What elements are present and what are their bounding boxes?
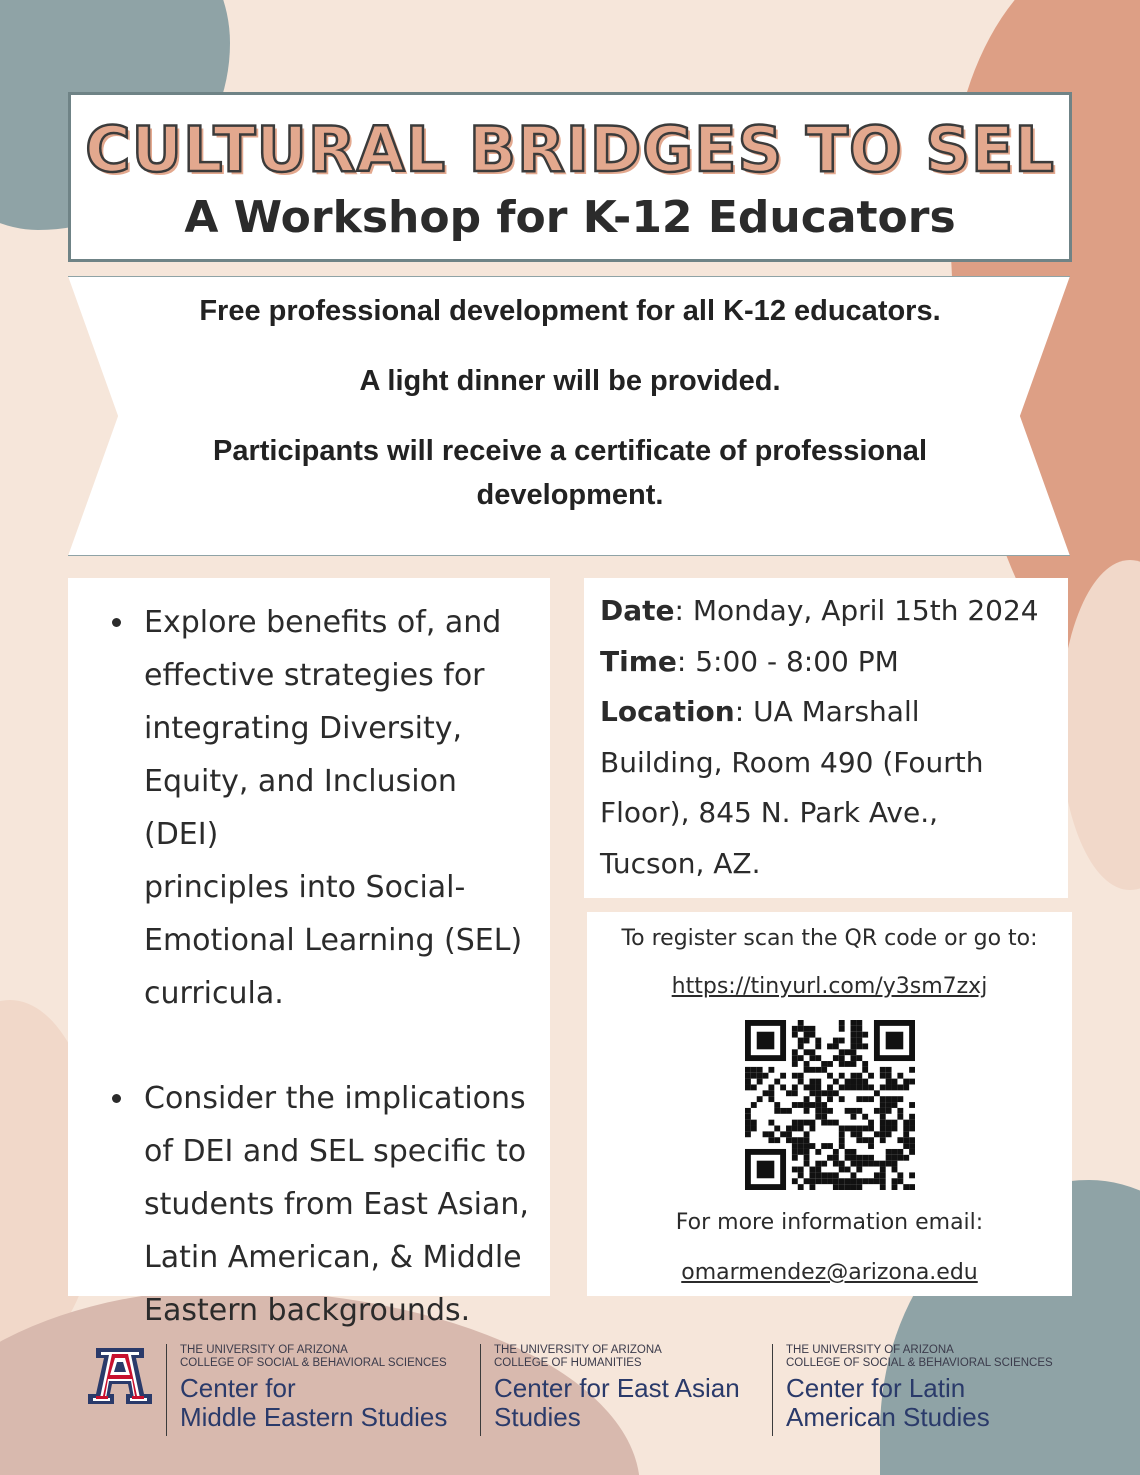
event-location: Location: UA Marshall xyxy=(600,695,920,728)
objectives-list xyxy=(98,596,538,1337)
banner-line-dinner: A light dinner will be provided. xyxy=(359,365,781,397)
event-date: Date: Monday, April 15th 2024 xyxy=(600,594,1039,627)
list-item: Consider the implications of DEI and SEL specific to students from East Asian, Latin American, & Middle Eastern backgrounds. xyxy=(98,1072,538,1337)
event-location-line: Floor), 845 N. Park Ave., xyxy=(600,796,938,829)
email-link[interactable]: omarmendez@arizona.edu xyxy=(681,1260,978,1285)
banner-line-certificate-1: Participants will receive a certificate of professional xyxy=(213,435,927,467)
register-prompt: To register scan the QR code or go to: xyxy=(621,926,1038,951)
banner-bottom-rule xyxy=(68,555,1070,556)
footer-divider xyxy=(772,1344,773,1436)
footer-center-east-asian: THE UNIVERSITY OF ARIZONA COLLEGE OF HUMANITIES Center for East Asian Studies xyxy=(494,1344,740,1432)
bullet-icon xyxy=(112,618,121,627)
page-subtitle: A Workshop for K-12 Educators xyxy=(184,192,956,243)
event-location-line: Tucson, AZ. xyxy=(600,846,761,880)
footer-center-middle-eastern: THE UNIVERSITY OF ARIZONA COLLEGE OF SOCIAL & BEHAVIORAL SCIENCES Center for Middle Eastern Studies xyxy=(180,1344,448,1432)
footer-divider xyxy=(166,1344,167,1436)
banner-line-free: Free professional development for all K-12 educators. xyxy=(199,295,941,327)
banner-top-rule xyxy=(68,276,1070,277)
banner-line-certificate-2: development. xyxy=(476,479,664,511)
event-details-card xyxy=(584,578,1068,898)
email-prompt: For more information email: xyxy=(675,1210,984,1235)
event-time: Time: 5:00 - 8:00 PM xyxy=(600,644,899,678)
footer-center-latin-american: THE UNIVERSITY OF ARIZONA COLLEGE OF SOCIAL & BEHAVIORAL SCIENCES Center for Latin American Studies xyxy=(786,1344,1053,1432)
banner-line-certificate xyxy=(120,429,1020,517)
objectives-card xyxy=(68,578,550,1328)
qr-code-icon[interactable] xyxy=(745,1020,915,1190)
bullet-icon xyxy=(112,1094,121,1103)
event-details xyxy=(600,586,1060,889)
event-location-line: Building, Room 490 (Fourth xyxy=(600,745,984,779)
page-title: CULTURAL BRIDGES TO SEL xyxy=(85,113,1055,186)
register-link[interactable]: https://tinyurl.com/y3sm7zxj xyxy=(671,974,988,999)
university-of-arizona-logo xyxy=(82,1344,158,1408)
title-box xyxy=(68,92,1072,262)
list-item: Explore benefits of, and effective strategies for integrating Diversity, Equity, and Inclusion (DEI) principles into Social- Emotional Learning (SEL) curricula. xyxy=(98,596,538,1020)
footer-divider xyxy=(480,1344,481,1436)
registration-card xyxy=(587,912,1072,1296)
